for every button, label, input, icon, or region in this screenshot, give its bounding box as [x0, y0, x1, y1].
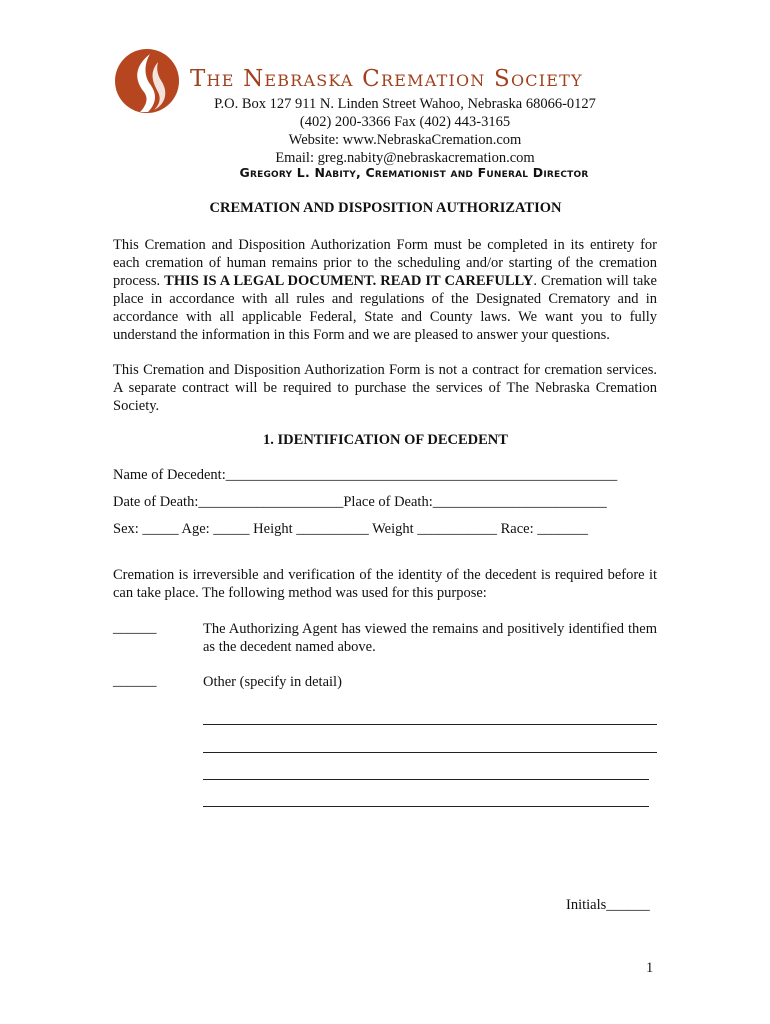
specify-line-4[interactable]: [203, 806, 649, 807]
option-2-text: Other (specify in detail): [203, 674, 342, 690]
name-label: Name of Decedent:: [113, 467, 226, 483]
specify-line-1[interactable]: [203, 724, 657, 725]
intro-text-1: This Cremation and Disposition Authorization Form must be completed in its entirety for each cremation of human remains prior to the scheduling and/or starting of the cremation process.: [113, 237, 657, 289]
date-of-death-label: Date of Death:: [113, 494, 199, 510]
physical-details-field[interactable]: Sex: _____ Age: _____ Height __________ Weight ___________ Race: _______: [113, 521, 589, 537]
legal-warning: THIS IS A LEGAL DOCUMENT. READ IT CAREFULLY: [164, 273, 534, 289]
organization-name: The Nebraska Cremation Society: [190, 66, 583, 92]
option-2-blank[interactable]: ______: [113, 673, 157, 689]
email-line: Email: greg.nabity@nebraskacremation.com: [275, 150, 535, 166]
intro-text-2: . Cremation will take place in accordance with all rules and regulations of the Designated Crematory and in accordance with all applicable Federal, State and County laws. We want you to fully understand the information in this Form and we are pleased to answer your questions.: [113, 273, 657, 343]
place-of-death-label: Place of Death:: [343, 494, 433, 510]
page-number: 1: [646, 960, 654, 976]
flame-logo-icon: [114, 48, 180, 114]
address-line: P.O. Box 127 911 N. Linden Street Wahoo, Nebraska 68066-0127: [214, 96, 596, 112]
date-of-death-blank[interactable]: ____________________: [198, 494, 344, 510]
contract-note-paragraph: This Cremation and Disposition Authorization Form is not a contract for cremation services. A separate contract will be required to purchase the services of The Nebraska Cremation Society.: [113, 362, 657, 414]
director-line: Gregory L. Nabity, Cremationist and Funeral Director: [239, 165, 589, 180]
phone-line: (402) 200-3366 Fax (402) 443-3165: [299, 114, 511, 130]
verification-paragraph: Cremation is irreversible and verification of the identity of the decedent is required before it can take place. The following method was used for this purpose:: [113, 567, 657, 601]
initials-field[interactable]: Initials______: [566, 897, 650, 913]
specify-line-3[interactable]: [203, 779, 649, 780]
section-1-title: 1. IDENTIFICATION OF DECEDENT: [263, 432, 508, 448]
intro-paragraph: [113, 236, 657, 344]
specify-line-2[interactable]: [203, 752, 657, 753]
place-of-death-blank[interactable]: ________________________: [432, 494, 607, 510]
option-1-blank[interactable]: ______: [113, 620, 157, 636]
decedent-name-field[interactable]: [113, 467, 658, 484]
website-line: Website: www.NebraskaCremation.com: [288, 132, 522, 148]
option-1-text: The Authorizing Agent has viewed the remains and positively identified them as the decedent named above.: [203, 621, 657, 655]
form-title: CREMATION AND DISPOSITION AUTHORIZATION: [209, 200, 562, 216]
name-blank[interactable]: ______________________________________________________: [225, 467, 618, 483]
death-details-field[interactable]: [113, 494, 658, 511]
